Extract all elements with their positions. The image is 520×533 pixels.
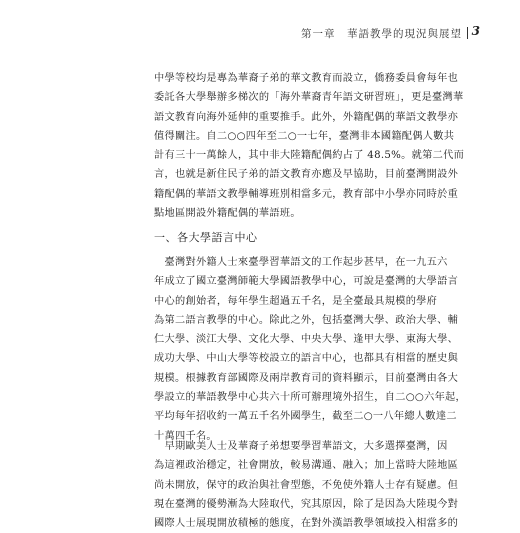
text-line: 十萬四千名。 — [154, 430, 217, 442]
section-heading: 一、各大學語言中心 — [154, 231, 258, 244]
text-line: 早期歐美人士及華裔子弟想要學習華語文，大多選擇臺灣，因 — [154, 441, 448, 452]
text-line: 語文教育向海外延伸的重要推手。此外，外籍配偶的華語文教學亦 — [154, 111, 459, 123]
text-line: 現在臺灣的優勢漸為大陸取代，究其原因，除了是因為大陸現今對 — [154, 498, 459, 510]
text-line: 計有三十一萬餘人，其中非大陸籍配偶約占了 48.5%。就第二代而 — [154, 150, 465, 162]
text-line: 中學等校均是專為華裔子弟的華文教育而設立，僑務委員會每年也 — [154, 73, 459, 84]
paragraph-2 — [154, 253, 467, 446]
text-line: 規模。根據教育部國際及兩岸教育司的資料顯示，目前臺灣由各大 — [154, 372, 459, 384]
text-line: 言，也就是新住民子弟的語文教育亦應及早協助，目前臺灣開設外 — [154, 169, 459, 181]
text-line: 為第二語言教學的中心。除此之外，包括臺灣大學、政治大學、輔 — [154, 314, 459, 326]
header-divider — [467, 27, 468, 39]
text-line: 學設立的華語教學中心共六十所可辦理境外招生，自二○○六年起， — [154, 392, 467, 404]
text-line: 中心的創始者，每年學生超過五千名，是全臺最具規模的學府 — [154, 295, 438, 307]
text-line: 尚未開放，保守的政治與社會型態，不免使外籍人士存有疑慮。但 — [154, 479, 459, 491]
text-line: 仁大學、淡江大學、文化大學、中央大學、逢甲大學、東海大學、 — [154, 334, 459, 346]
running-header — [0, 24, 520, 44]
page-number: 3 — [471, 24, 480, 38]
text-line: 委託各大學舉辦多梯次的「海外華裔青年語文研習班」，更是臺灣華 — [154, 92, 464, 104]
text-line: 臺灣對外籍人士來臺學習華語文的工作起步甚早，在一九五六 — [154, 257, 448, 268]
text-line: 平均每年招收約一萬五千名外國學生，截至二○一八年總人數達二 — [154, 411, 457, 423]
text-line: 籍配偶的華語文教學輔導班別相當多元，教育部中小學亦同時於重 — [154, 188, 459, 200]
text-line: 為這裡政治穩定，社會開放，較易溝通、融入；加上當時大陸地區 — [154, 460, 459, 472]
chapter-title: 第一章 華語教學的現況與展望 — [301, 28, 462, 40]
paragraph-3 — [154, 437, 459, 533]
text-line: 值得關注。自二○○四年至二○一七年，臺灣非本國籍配偶人數共 — [154, 130, 455, 142]
paragraph-1 — [154, 69, 465, 223]
text-line: 點地區開設外籍配偶的華語班。 — [154, 208, 301, 220]
text-line: 年成立了國立臺灣師範大學國語教學中心，可說是臺灣的大學語言 — [154, 276, 459, 288]
text-line: 成功大學、中山大學等校設立的語言中心，也都具有相當的歷史與 — [154, 353, 459, 365]
text-line: 國際人士展現開放積極的態度，在對外漢語教學領域投入相當多的 — [154, 518, 459, 530]
